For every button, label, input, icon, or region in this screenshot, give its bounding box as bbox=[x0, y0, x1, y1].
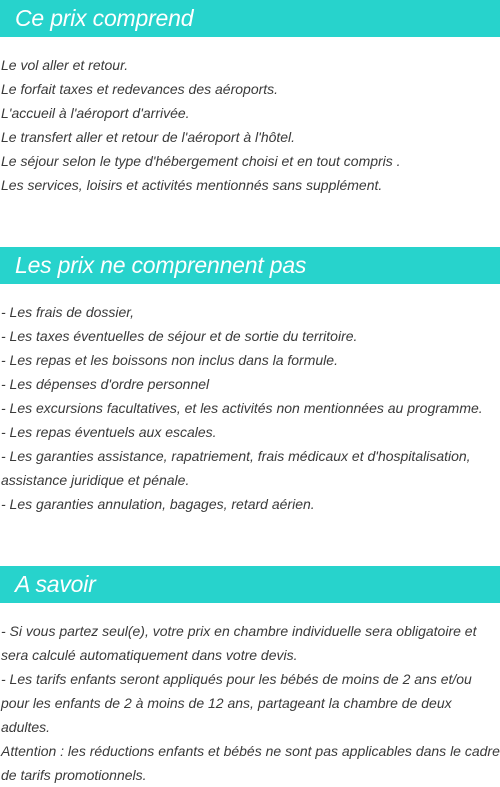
list-item: Attention : les réductions enfants et bébés ne sont pas applicables dans le cadre de tarifs promotionnels. bbox=[1, 743, 500, 783]
list-item: - Les garanties assistance, rapatriement, frais médicaux et d'hospitalisation, assistance juridique et pénale. bbox=[1, 448, 471, 488]
list-item: - Les excursions facultatives, et les activités non mentionnées au programme. bbox=[1, 400, 483, 416]
price-includes-list bbox=[0, 53, 500, 197]
section-header-good-to-know: A savoir bbox=[0, 566, 500, 603]
list-item: Le séjour selon le type d'hébergement choisi et en tout compris . bbox=[1, 153, 401, 169]
list-item: Le forfait taxes et redevances des aéroports. bbox=[1, 81, 279, 97]
good-to-know-list bbox=[0, 619, 500, 787]
list-item: - Les repas et les boissons non inclus dans la formule. bbox=[1, 352, 338, 368]
list-item: - Les dépenses d'ordre personnel bbox=[1, 376, 210, 392]
section-header-price-includes: Ce prix comprend bbox=[0, 0, 500, 37]
list-item: Le vol aller et retour. bbox=[1, 57, 129, 73]
section-header-price-excludes: Les prix ne comprennent pas bbox=[0, 247, 500, 284]
list-item: - Les frais de dossier, bbox=[1, 304, 135, 320]
price-excludes-list bbox=[0, 300, 500, 516]
list-item: - Les tarifs enfants seront appliqués pour les bébés de moins de 2 ans et/ou pour les enfants de 2 à moins de 12 ans, partageant la chambre de deux adultes. bbox=[1, 671, 472, 735]
list-item: L'accueil à l'aéroport d'arrivée. bbox=[1, 105, 190, 121]
list-item: - Les taxes éventuelles de séjour et de sortie du territoire. bbox=[1, 328, 358, 344]
list-item: Les services, loisirs et activités mentionnés sans supplément. bbox=[1, 177, 383, 193]
list-item: Le transfert aller et retour de l'aéroport à l'hôtel. bbox=[1, 129, 296, 145]
list-item: - Les garanties annulation, bagages, retard aérien. bbox=[1, 496, 315, 512]
list-item: - Si vous partez seul(e), votre prix en chambre individuelle sera obligatoire et sera calculé automatiquement dans votre devis. bbox=[1, 623, 477, 663]
list-item: - Les repas éventuels aux escales. bbox=[1, 424, 217, 440]
